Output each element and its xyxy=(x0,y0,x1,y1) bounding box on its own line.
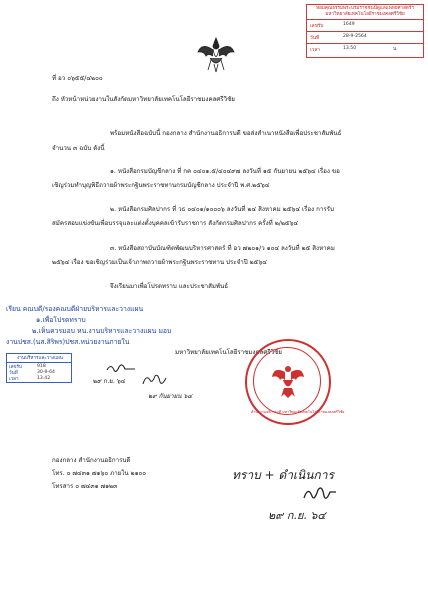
handwritten-signature xyxy=(300,482,340,504)
addressee: ถึง หัวหน้าหน่วยงานในสังกัดมหาวิทยาลัยเทคโนโลยีราชมงคลศรีวิชัย xyxy=(52,96,235,103)
official-seal xyxy=(245,339,345,425)
item-1-line-2: เชิญร่วมทำบุญพิธีถวายผ้าพระกฐินพระราชทานกรมบัญชีกลาง ประจำปี พ.ศ.๒๕๖๔ xyxy=(52,182,270,189)
item-2-line-1: ๒. หนังสือกรมศิลปากร ที่ วธ ๐๔๐๑/๑๐๐๐๖ ลงวันที่ ๒๔ สิงหาคม ๒๕๖๔ เรื่อง การรับ xyxy=(110,206,334,213)
department-time-label: เวลา xyxy=(9,377,19,382)
department-no-value: 918 xyxy=(37,364,46,369)
phone-number: โทร. ๐ ๗๔๓๑ ๗๑๖๐ ภายใน ๒๑๐๐ xyxy=(52,470,147,477)
department-date-label: วันที่ xyxy=(9,371,18,376)
department-time-value: 13.42 xyxy=(37,376,51,381)
receipt-no-value: 1649 xyxy=(343,22,355,27)
item-3-line-2: ๒๕๖๔ เรื่อง ขอเชิญร่วมเป็นเจ้าภาพถวายผ้าพระกฐินพระราชทาน ประจำปี ๒๕๖๔ xyxy=(52,259,267,266)
receipt-time-label: เวลา xyxy=(310,48,320,53)
left-signed-date: ๒๙ ก.ย. ๖๔ xyxy=(93,378,126,385)
intro-line-2: จำนวน ๓ ฉบับ ดังนี้ xyxy=(52,145,105,152)
receipt-time-unit: น. xyxy=(393,47,398,52)
routing-line-2: ๑.เพื่อโปรดทราบ xyxy=(36,316,86,324)
receipt-no-label: เลขรับ xyxy=(310,24,324,29)
receipt-time-value: 13.50 xyxy=(343,46,357,51)
left-signature xyxy=(105,361,139,375)
garuda-emblem xyxy=(196,34,236,74)
receipt-stamp-heading: หอมคุณธรรมพระบรมราชชนนีดูแลเเพทยศาสตร์ฯ มหาวิทยาลัยเทคโนโลยีราชมงคลศรีวิชัย xyxy=(316,6,414,17)
university-name: มหาวิทยาลัยเทคโนโลยีราชมงคลศรีวิชัย xyxy=(175,349,282,356)
seal-text: สำนักงานอธิการบดี มหาวิทยาลัยเทคโนโลยีราชมงคลศรีวิชัย xyxy=(251,410,345,414)
department-date-value: 30-9-64 xyxy=(37,370,55,375)
sender-office: กองกลาง สำนักงานอธิการบดี xyxy=(52,457,131,464)
intro-line-1: พร้อมหนังสือฉบับนี้ กองกลาง สำนักงานอธิการบดี ขอส่งสำเนาหนังสือเพื่อประชาสัมพันธ์ xyxy=(110,130,342,137)
center-signature xyxy=(140,372,168,388)
department-no-label: เลขรับ xyxy=(9,365,22,370)
receipt-date-label: วันที่ xyxy=(310,36,320,41)
handwritten-ack-date: ๒๙ ก.ย. ๖๔ xyxy=(268,509,326,522)
handwritten-ack: ทราบ + ดำเนินการ xyxy=(232,468,334,482)
receipt-date-value: 28-9-2564 xyxy=(343,34,367,39)
center-signed-date: ๒๙ กันยายน ๖๔ xyxy=(148,393,193,400)
item-2-line-2: สมัครสอบแข่งขันเพื่อบรรจุและแต่งตั้งบุคคลเข้ารับราชการ สังกัดกรมศิลปากร ครั้งที่ ๒/๒๕๖๔ xyxy=(52,220,299,227)
closing-line: จึงเรียนมาเพื่อโปรดทราบ และประชาสัมพันธ์ xyxy=(110,283,229,290)
receipt-stamp xyxy=(306,4,424,58)
item-3-line-1: ๓. หนังสือสถาบันบัณฑิตพัฒนบริหารศาสตร์ ที่ อว ๗๒๐๑/ว ๑๐๔ ลงวันที่ ๒๕ สิงหาคม xyxy=(110,245,335,252)
item-1-line-1: ๑. หนังสือกรมบัญชีกลาง ที่ กค ๐๔๐๑.๕/๔๐๔๙๗ ลงวันที่ ๑๕ กันยายน ๒๕๖๔ เรื่อง ขอ xyxy=(110,168,340,175)
seal-garuda-icon xyxy=(271,361,305,399)
fax-number: โทรสาร ๐ ๗๔๓๑ ๗๑๒๓ xyxy=(52,483,118,490)
doc-number: ที่ อว ๐๖๕๕/๔๒๐๐ xyxy=(52,75,103,82)
department-stamp xyxy=(6,353,72,383)
routing-line-3: ๒.เห็นควรมอบ หน.งานบริหารและวางแผน มอบ xyxy=(32,327,172,335)
department-stamp-title: งานบริหารและวางแผน xyxy=(17,356,63,361)
routing-line-1: เรียน คณบดี/รองคณบดีฝ่ายบริหารและวางแผน xyxy=(6,305,144,313)
routing-line-4: งานปชส.(นส.สิริพร)ปชส.หน่วยงานภายใน xyxy=(6,338,130,346)
